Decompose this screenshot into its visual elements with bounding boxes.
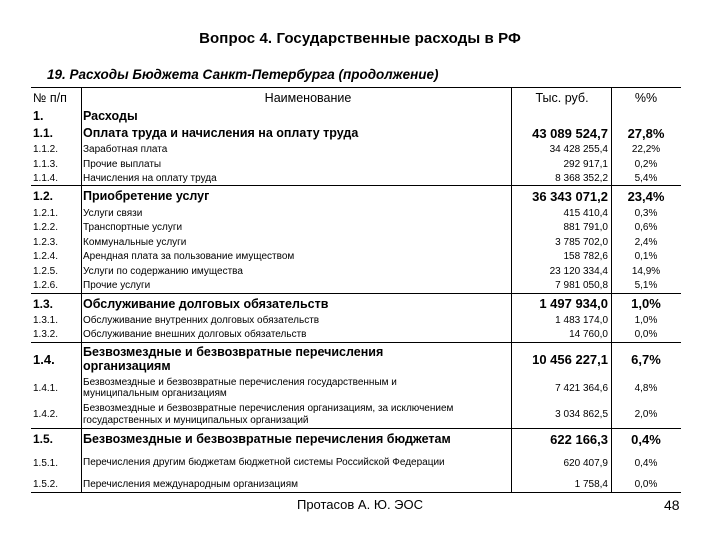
table-row (31, 108, 681, 124)
row-pct: 0,0% (634, 479, 658, 490)
row-name: Заработная плата (83, 144, 168, 155)
row-name: Услуги связи (83, 207, 143, 219)
row-amount: 3 034 862,5 (555, 409, 608, 420)
row-num: 1.1.4. (33, 172, 59, 184)
row-name: Коммунальные услуги (83, 236, 187, 248)
row-pct: 0,0% (634, 329, 658, 340)
row-num: 1.1.2. (33, 144, 59, 155)
page-title: Вопрос 4. Государственные расходы в РФ (199, 30, 521, 47)
footer-author: Протасов А. Ю. ЭОС (296, 497, 424, 512)
row-pct: 0,2% (634, 158, 658, 170)
row-name: Безвозмездные и безвозвратные перечисления организациям, за исключением государственных и муниципальных организаций (83, 403, 454, 426)
row-amount: 415 410,4 (563, 207, 608, 219)
row-num: 1.2.3. (33, 236, 59, 248)
page-number: 48 (664, 497, 680, 513)
row-num: 1.2.5. (33, 265, 59, 277)
row-amount: 292 917,1 (563, 158, 608, 170)
row-num: 1.3. (33, 296, 54, 311)
table-row (31, 375, 681, 401)
row-num: 1.4.1. (33, 382, 59, 394)
row-name: Обслуживание внешних долговых обязательств (83, 329, 307, 340)
table-row (31, 401, 681, 428)
row-pct: 0,4% (634, 457, 658, 469)
row-amount: 34 428 255,4 (549, 144, 608, 155)
row-name: Безвозмездные и безвозвратные перечисления организациям (83, 344, 384, 373)
row-amount: 1 758,4 (574, 479, 608, 490)
row-pct: 0,1% (634, 251, 658, 262)
table-row (31, 477, 681, 492)
row-name: Безвозмездные и безвозвратные перечисления бюджетам (83, 432, 451, 446)
row-amount: 7 421 364,6 (555, 382, 608, 394)
row-name: Обслуживание долговых обязательств (83, 296, 329, 311)
row-num: 1.1. (33, 126, 54, 140)
row-pct: 23,4% (627, 188, 665, 204)
row-pct: 5,4% (634, 172, 658, 184)
row-num: 1.2.2. (33, 222, 59, 233)
row-amount: 7 981 050,8 (555, 280, 608, 291)
row-amount (516, 108, 608, 124)
table-header-row (31, 88, 681, 108)
row-num: 1.5.1. (33, 457, 59, 469)
row-amount: 23 120 334,4 (549, 265, 608, 277)
row-amount: 1 483 174,0 (555, 314, 608, 326)
row-num: 1. (33, 109, 44, 123)
row-name: Прочие услуги (83, 280, 151, 291)
row-pct: 0,6% (634, 222, 658, 233)
table-row (31, 313, 681, 327)
row-name: Безвозмездные и безвозвратные перечисления государственным и муниципальным организациям (83, 376, 397, 399)
table-row (31, 235, 681, 249)
table-row (31, 264, 681, 278)
row-num: 1.4.2. (33, 409, 59, 420)
row-pct: 0,3% (634, 207, 658, 219)
row-pct: 6,7% (631, 351, 661, 367)
row-pct: 0,4% (631, 431, 661, 447)
row-pct: 14,9% (631, 265, 661, 277)
table-row (31, 171, 681, 185)
table-row (31, 293, 681, 313)
row-num: 1.2.6. (33, 280, 59, 291)
row-amount: 881 791,0 (563, 222, 608, 233)
row-amount: 3 785 702,0 (555, 236, 608, 248)
row-num: 1.1.3. (33, 158, 59, 170)
row-pct (613, 108, 679, 124)
row-num: 1.2.1. (33, 207, 59, 219)
table-row (31, 327, 681, 342)
row-num: 1.3.2. (33, 329, 59, 340)
row-pct: 1,0% (631, 296, 661, 311)
table-row (31, 342, 681, 375)
header-name: Наименование (264, 91, 352, 105)
page-subtitle: 19. Расходы Бюджета Санкт-Петербурга (продолжение) (47, 67, 439, 82)
table-row (31, 157, 681, 171)
row-num: 1.2.4. (33, 251, 59, 262)
row-amount: 622 166,3 (550, 431, 608, 447)
row-amount: 43 089 524,7 (532, 125, 608, 141)
row-amount: 1 497 934,0 (539, 296, 608, 311)
table-row (31, 449, 681, 477)
budget-table (31, 87, 681, 493)
row-num: 1.5.2. (33, 479, 59, 490)
table-row (31, 220, 681, 235)
table-row (31, 124, 681, 142)
row-pct: 5,1% (634, 280, 658, 291)
row-pct: 1,0% (634, 314, 658, 326)
row-pct: 2,4% (634, 236, 658, 248)
row-pct: 27,8% (627, 125, 665, 141)
row-amount: 14 760,0 (569, 329, 608, 340)
row-pct: 4,8% (634, 382, 658, 394)
row-amount: 158 782,6 (563, 251, 608, 262)
row-name: Оплата труда и начисления на оплату труда (83, 126, 359, 140)
row-name: Расходы (83, 109, 138, 123)
row-num: 1.4. (33, 351, 55, 367)
row-pct: 22,2% (631, 144, 661, 155)
row-amount: 36 343 071,2 (532, 188, 608, 204)
row-num: 1.5. (33, 432, 54, 446)
table-row (31, 249, 681, 264)
row-name: Приобретение услуг (83, 189, 210, 203)
row-name: Прочие выплаты (83, 158, 162, 170)
table-row (31, 142, 681, 157)
header-amount: Тыс. руб. (535, 91, 589, 105)
row-name: Перечисления другим бюджетам бюджетной системы Российской Федерации (83, 457, 445, 469)
row-name: Начисления на оплату труда (83, 172, 217, 184)
table-row (31, 185, 681, 206)
table-row (31, 206, 681, 220)
table-row (31, 428, 681, 449)
row-amount: 620 407,9 (563, 457, 608, 469)
header-pct: %% (634, 91, 658, 105)
row-name: Перечисления международным организациям (83, 479, 299, 490)
table-row (31, 278, 681, 293)
header-num: № п/п (33, 91, 67, 105)
row-num: 1.2. (33, 189, 54, 203)
row-amount: 8 368 352,2 (555, 172, 608, 184)
row-name: Транспортные услуги (83, 222, 183, 233)
row-name: Арендная плата за пользование имуществом (83, 251, 295, 262)
row-num: 1.3.1. (33, 314, 59, 326)
row-pct: 2,0% (634, 409, 658, 420)
row-name: Обслуживание внутренних долговых обязательств (83, 314, 320, 326)
row-amount: 10 456 227,1 (532, 351, 608, 367)
row-name: Услуги по содержанию имущества (83, 265, 243, 277)
